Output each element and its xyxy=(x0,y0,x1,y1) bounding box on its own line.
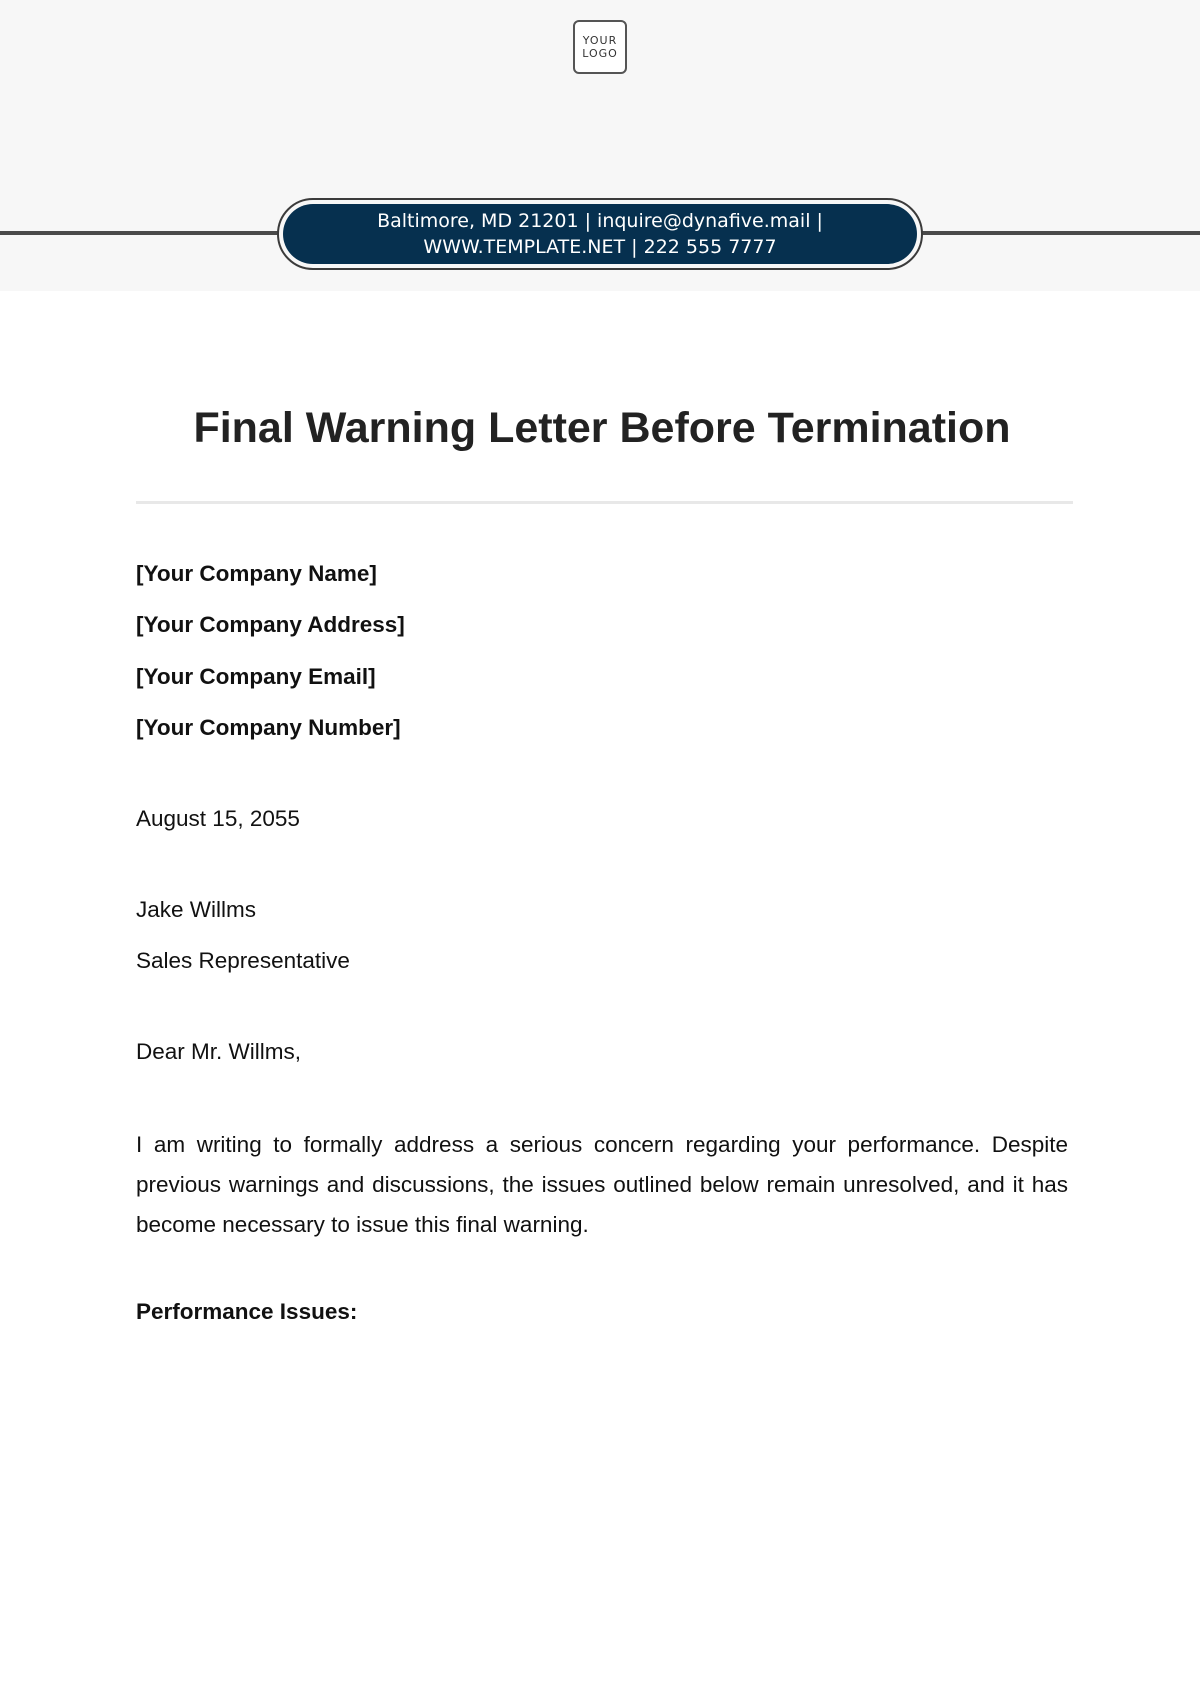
title-divider xyxy=(136,501,1073,504)
company-address: [Your Company Address] xyxy=(136,612,405,637)
recipient-title: Sales Representative xyxy=(136,948,350,973)
company-name: [Your Company Name] xyxy=(136,561,377,586)
header-rule-left xyxy=(0,231,290,235)
body-paragraph: I am writing to formally address a serious concern regarding your performance. Despite previous warnings and discussions, the issues outlined below remain unresolved, and it has become necessary to issue this final warning. xyxy=(136,1132,1068,1237)
letterhead xyxy=(0,0,1200,291)
salutation: Dear Mr. Willms, xyxy=(136,1039,301,1064)
letter-date: August 15, 2055 xyxy=(136,806,300,831)
logo-text-line2: LOGO xyxy=(582,47,618,60)
contact-line-1: Baltimore, MD 21201 | inquire@dynafive.mail | xyxy=(377,210,823,232)
logo-placeholder xyxy=(573,20,627,74)
contact-banner-inner xyxy=(283,204,917,264)
contact-line-2: WWW.TEMPLATE.NET | 222 555 7777 xyxy=(423,236,777,258)
company-number: [Your Company Number] xyxy=(136,715,401,740)
contact-banner xyxy=(277,198,923,270)
logo-text-line1: YOUR xyxy=(582,34,618,47)
section-heading-performance-issues: Performance Issues: xyxy=(136,1299,358,1324)
recipient-name: Jake Willms xyxy=(136,897,257,922)
header-rule-right xyxy=(910,231,1200,235)
company-email: [Your Company Email] xyxy=(136,664,376,689)
document-title: Final Warning Letter Before Termination xyxy=(193,404,1011,452)
